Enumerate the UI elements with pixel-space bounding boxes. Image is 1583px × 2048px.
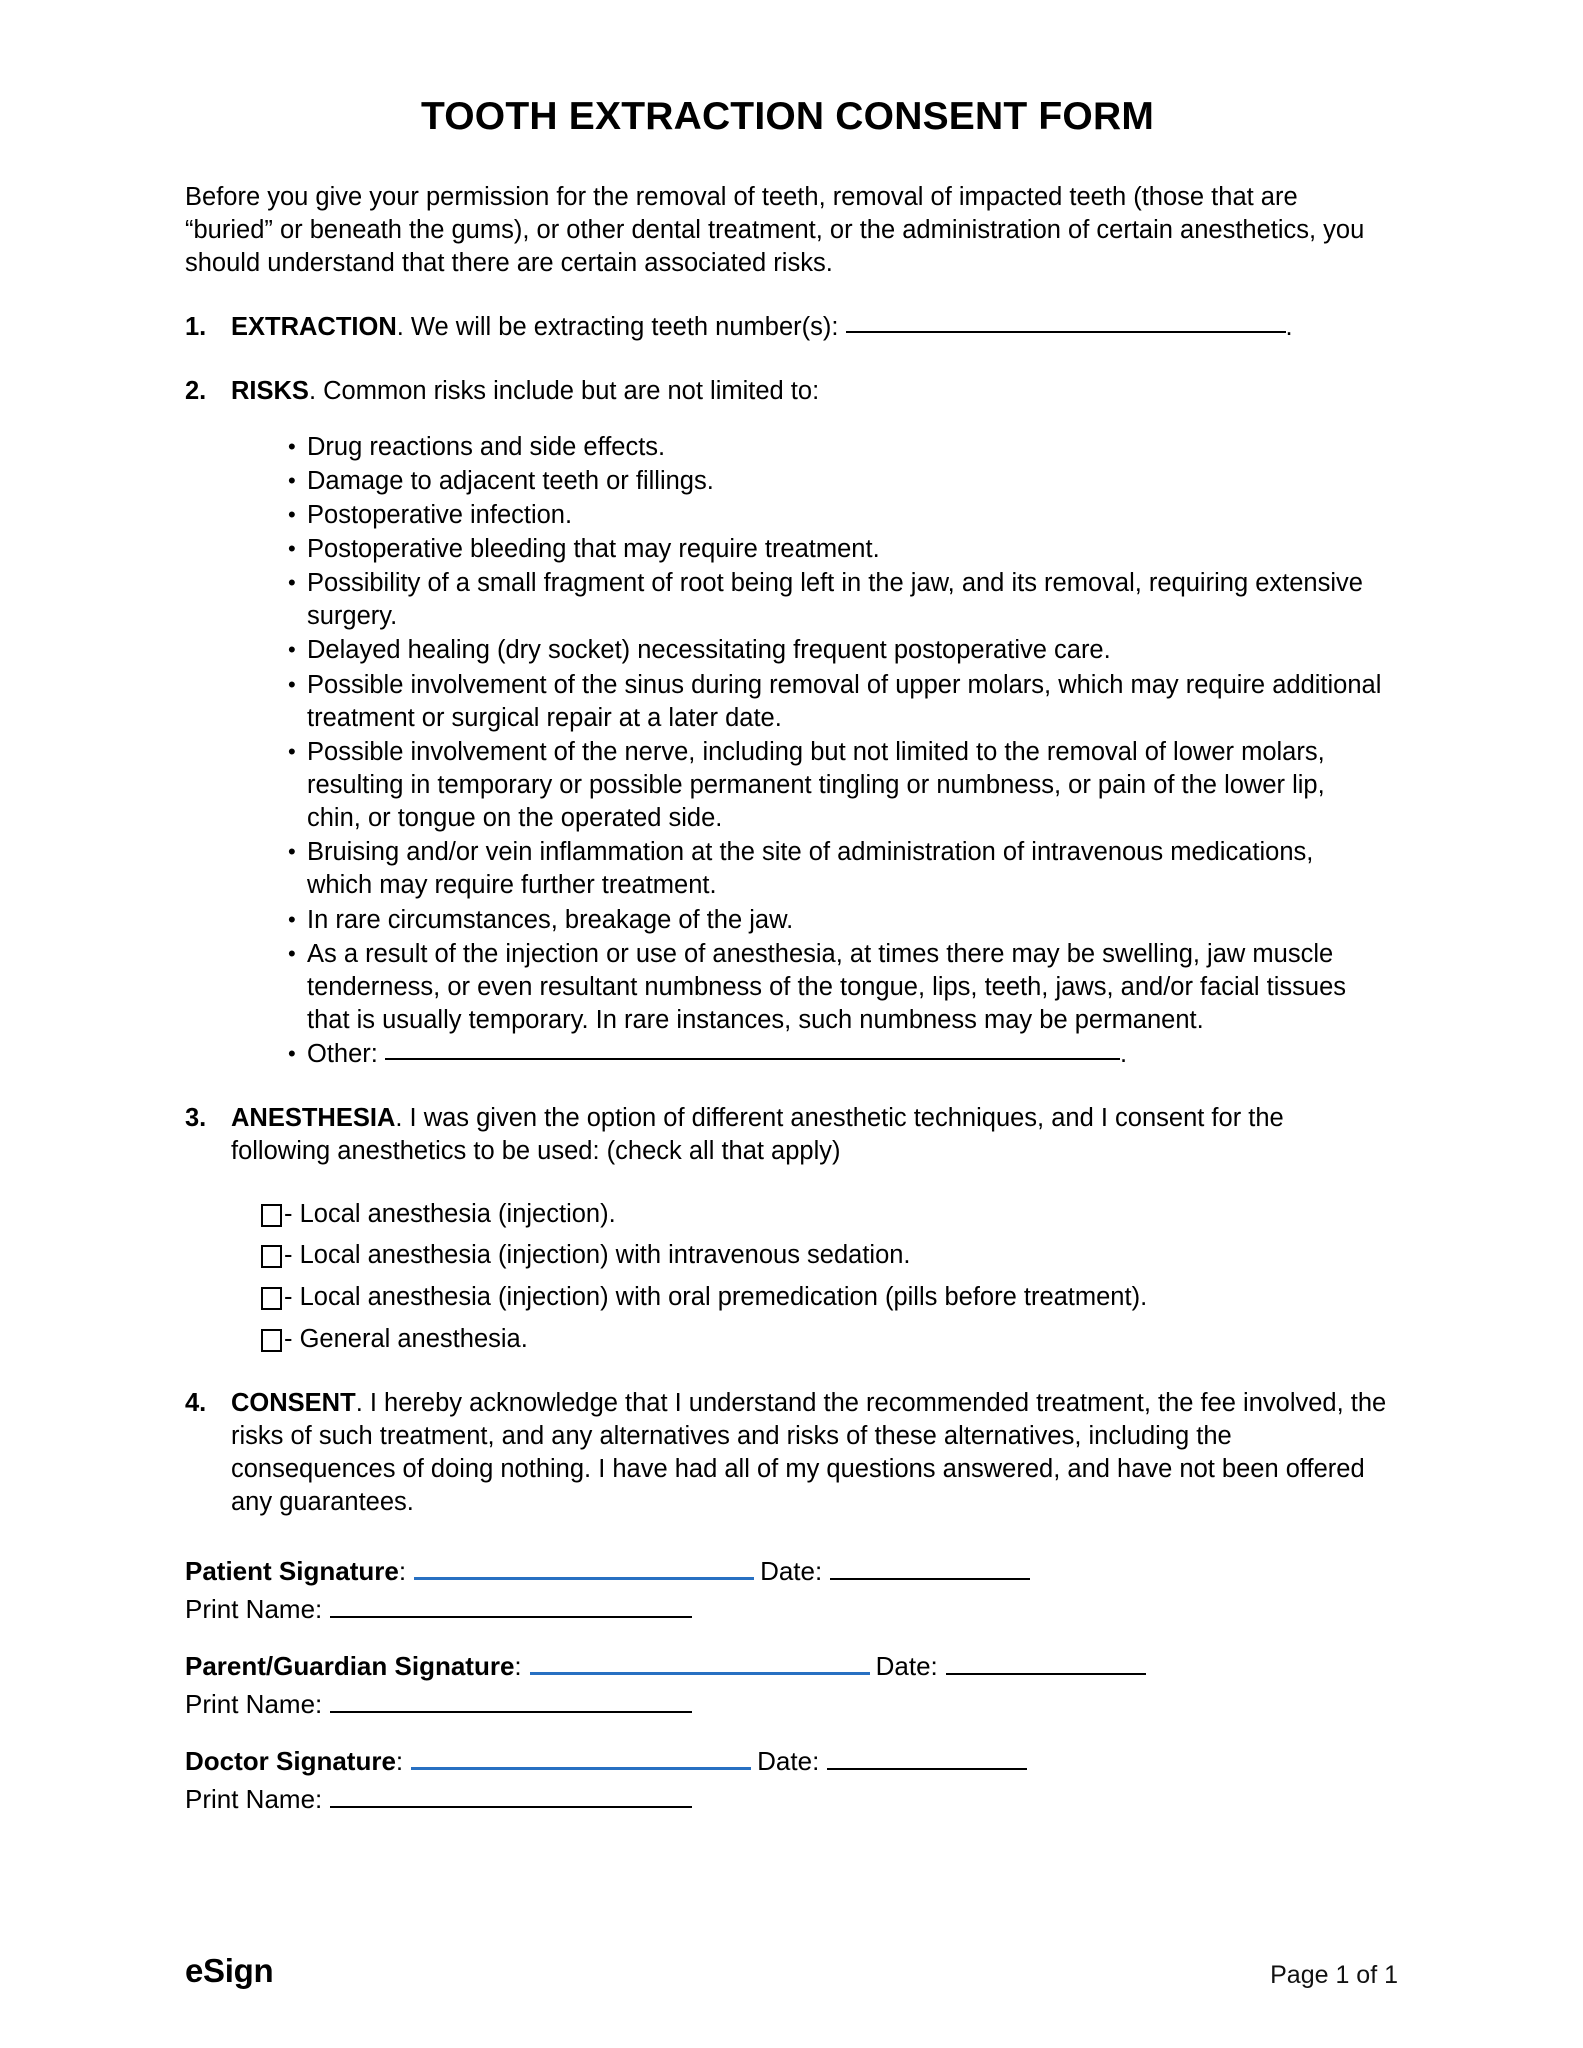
colon: : bbox=[514, 1650, 522, 1681]
anesthesia-option-label: - General anesthesia. bbox=[284, 1325, 528, 1354]
esign-logo: eSign bbox=[185, 1952, 274, 1989]
document-content bbox=[185, 0, 1390, 1841]
parent-signature-field[interactable] bbox=[530, 1671, 870, 1675]
bullet-icon: • bbox=[288, 839, 296, 865]
doctor-print-name-field[interactable] bbox=[330, 1805, 692, 1808]
section-number-1: 1. bbox=[185, 313, 207, 342]
anesthesia-option-local-iv-sedation[interactable] bbox=[261, 1240, 1390, 1272]
bullet-icon: • bbox=[288, 570, 296, 596]
anesthesia-option-local[interactable] bbox=[261, 1199, 1390, 1231]
anesthesia-option-local-oral-premedication[interactable] bbox=[261, 1282, 1390, 1314]
doctor-print-name-label: Print Name: bbox=[185, 1783, 323, 1814]
anesthesia-options bbox=[261, 1199, 1390, 1357]
parent-print-name-row bbox=[185, 1689, 1390, 1720]
signature-group-doctor bbox=[185, 1746, 1390, 1815]
patient-date-label: Date: bbox=[760, 1555, 823, 1586]
signature-group-patient bbox=[185, 1556, 1390, 1625]
list-item bbox=[261, 499, 1390, 532]
list-item-label: Possible involvement of the nerve, including but not limited to the removal of lower molars, resulting in temporary or possible permanent tingling or numbness, or pain of the lower lip, chin, or tongue on the operated side. bbox=[307, 737, 1325, 833]
list-item bbox=[261, 836, 1390, 902]
section-risks bbox=[185, 375, 1390, 408]
parent-date-field[interactable] bbox=[946, 1672, 1146, 1675]
doctor-signature-field[interactable] bbox=[411, 1766, 751, 1770]
list-item-label: Possibility of a small fragment of root being left in the jaw, and its removal, requiring extensive surgery. bbox=[307, 569, 1363, 631]
section-number-3: 3. bbox=[185, 1104, 207, 1133]
bullet-icon: • bbox=[288, 501, 296, 527]
bullet-icon: • bbox=[288, 940, 296, 966]
doctor-signature-row bbox=[185, 1746, 1390, 1777]
list-item-label: Damage to adjacent teeth or fillings. bbox=[307, 466, 714, 495]
section-anesthesia-text: . I was given the option of different anesthetic techniques, and I consent for the following anesthetics to be used: (check all that apply) bbox=[231, 1104, 1284, 1166]
section-risks-text: . Common risks include but are not limited to: bbox=[308, 377, 820, 406]
doctor-print-name-row bbox=[185, 1784, 1390, 1815]
checkbox-icon[interactable] bbox=[261, 1287, 282, 1310]
list-item bbox=[261, 904, 1390, 937]
section-extraction bbox=[185, 311, 1390, 344]
checkbox-icon[interactable] bbox=[261, 1204, 282, 1227]
section-anesthesia-body bbox=[231, 1102, 1390, 1168]
list-item bbox=[261, 465, 1390, 498]
doctor-signature-label: Doctor Signature bbox=[185, 1745, 396, 1776]
bullet-icon: • bbox=[288, 671, 296, 697]
parent-date-label: Date: bbox=[875, 1650, 938, 1681]
other-risk-trailing: . bbox=[1119, 1040, 1128, 1069]
list-item bbox=[261, 634, 1390, 667]
patient-print-name-row bbox=[185, 1594, 1390, 1625]
page-footer bbox=[185, 1952, 1398, 1990]
list-item bbox=[261, 567, 1390, 633]
other-risk-blank[interactable] bbox=[385, 1057, 1120, 1060]
parent-signature-row bbox=[185, 1651, 1390, 1682]
list-item bbox=[261, 431, 1390, 464]
bullet-icon: • bbox=[288, 467, 296, 493]
patient-date-field[interactable] bbox=[830, 1577, 1030, 1580]
list-item bbox=[261, 938, 1390, 1037]
bullet-icon: • bbox=[288, 637, 296, 663]
list-item-label: Bruising and/or vein inflammation at the site of administration of intravenous medications, which may require further treatment. bbox=[307, 838, 1314, 900]
anesthesia-option-label: - Local anesthesia (injection) with oral premedication (pills before treatment). bbox=[284, 1283, 1148, 1312]
anesthesia-option-label: - Local anesthesia (injection) with intravenous sedation. bbox=[284, 1241, 911, 1270]
list-item bbox=[261, 669, 1390, 735]
list-item-label: Drug reactions and side effects. bbox=[307, 432, 666, 461]
patient-signature-label: Patient Signature bbox=[185, 1555, 399, 1586]
section-extraction-lead: EXTRACTION bbox=[231, 313, 397, 342]
list-item-label: Postoperative infection. bbox=[307, 500, 573, 529]
anesthesia-option-general[interactable] bbox=[261, 1324, 1390, 1356]
doctor-date-label: Date: bbox=[757, 1745, 820, 1776]
section-consent-body bbox=[231, 1387, 1390, 1520]
patient-print-name-field[interactable] bbox=[330, 1615, 692, 1618]
anesthesia-option-label: - Local anesthesia (injection). bbox=[284, 1199, 616, 1228]
section-anesthesia-lead: ANESTHESIA bbox=[231, 1104, 396, 1133]
signature-block bbox=[185, 1556, 1390, 1815]
section-number-4: 4. bbox=[185, 1389, 207, 1418]
list-item bbox=[261, 736, 1390, 835]
page-title: TOOTH EXTRACTION CONSENT FORM bbox=[420, 95, 1155, 138]
doctor-date-field[interactable] bbox=[827, 1767, 1027, 1770]
bullet-icon: • bbox=[288, 738, 296, 764]
list-item-other bbox=[261, 1038, 1390, 1071]
bullet-icon: • bbox=[288, 906, 296, 932]
section-extraction-body bbox=[231, 311, 1390, 344]
section-extraction-text-end: . bbox=[1285, 313, 1293, 342]
risks-list bbox=[261, 431, 1390, 1072]
bullet-icon: • bbox=[288, 1041, 296, 1067]
checkbox-icon[interactable] bbox=[261, 1329, 282, 1352]
section-consent-text: . I hereby acknowledge that I understand the recommended treatment, the fee involved, the risks of such treatment, and any alternatives and risks of these alternatives, including the consequences of doing nothing. I have had all of my questions answered, and have not been offered any guarantees. bbox=[231, 1389, 1387, 1517]
parent-print-name-field[interactable] bbox=[330, 1710, 692, 1713]
intro-paragraph: Before you give your permission for the removal of teeth, removal of impacted teeth (those that are “buried” or beneath the gums), or other dental treatment, or the administration of certain anesthetics, you should understand that there are certain associated risks. bbox=[185, 182, 1365, 278]
other-risk-label: Other: bbox=[307, 1040, 385, 1069]
checkbox-icon[interactable] bbox=[261, 1245, 282, 1268]
list-item bbox=[261, 533, 1390, 566]
list-item-label: Delayed healing (dry socket) necessitating frequent postoperative care. bbox=[307, 636, 1111, 665]
signature-group-parent bbox=[185, 1651, 1390, 1720]
list-item-label: Possible involvement of the sinus during removal of upper molars, which may require additional treatment or surgical repair at a later date. bbox=[307, 670, 1382, 732]
section-number-2: 2. bbox=[185, 377, 207, 406]
list-item-label: As a result of the injection or use of anesthesia, at times there may be swelling, jaw muscle tenderness, or even resultant numbness of the tongue, lips, teeth, jaws, and/or facial tissues that is usually temporary. In rare instances, such numbness may be permanent. bbox=[307, 939, 1347, 1034]
parent-print-name-label: Print Name: bbox=[185, 1688, 323, 1719]
list-item-label: Postoperative bleeding that may require treatment. bbox=[307, 535, 880, 564]
patient-signature-field[interactable] bbox=[414, 1576, 754, 1580]
section-anesthesia bbox=[185, 1102, 1390, 1168]
list-item-label: In rare circumstances, breakage of the jaw. bbox=[307, 905, 794, 934]
colon: : bbox=[395, 1745, 404, 1776]
bullet-icon: • bbox=[288, 433, 296, 459]
other-risk-row bbox=[307, 1038, 1390, 1071]
section-consent bbox=[185, 1387, 1390, 1520]
page-number: Page 1 of 1 bbox=[1270, 1961, 1398, 1989]
section-extraction-text: . We will be extracting teeth number(s): bbox=[396, 313, 846, 342]
patient-signature-row bbox=[185, 1556, 1390, 1587]
colon: : bbox=[398, 1555, 407, 1586]
section-risks-lead: RISKS bbox=[231, 377, 309, 406]
section-risks-body bbox=[231, 375, 1390, 408]
parent-signature-label: Parent/Guardian Signature bbox=[185, 1650, 515, 1681]
patient-print-name-label: Print Name: bbox=[185, 1593, 323, 1624]
section-consent-lead: CONSENT bbox=[231, 1389, 356, 1418]
bullet-icon: • bbox=[288, 536, 296, 562]
teeth-numbers-blank[interactable] bbox=[846, 330, 1286, 333]
